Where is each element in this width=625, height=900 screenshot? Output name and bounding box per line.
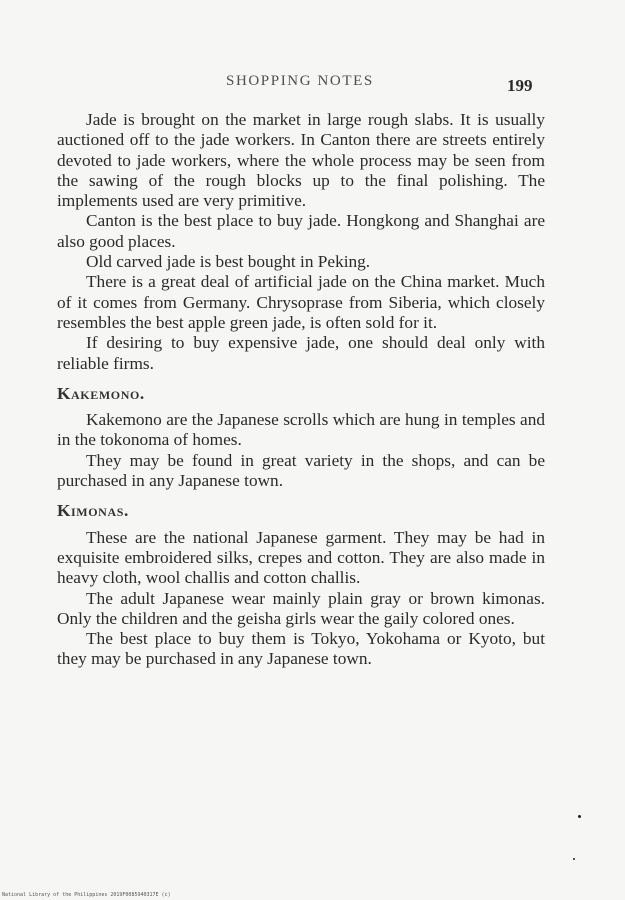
paragraph-jade-peking: Old carved jade is best bought in Peking. <box>86 252 371 272</box>
paragraph-kakemono-shops: They may be found in great variety in the shops, and can be purchased in any Japanese town. <box>57 450 545 491</box>
section-heading-kimonas: Kimonas. <box>57 501 129 521</box>
library-stamp: National Library of the Philippines 2019F0085940317E (c) <box>2 892 171 898</box>
section-heading-kakemono: Kakemono. <box>57 383 145 403</box>
paragraph-kimonas-colors: The adult Japanese wear mainly plain gray or brown kimonas. Only the children and the geisha girls wear the gaily colored ones. <box>57 588 545 628</box>
speck-mark <box>578 815 581 818</box>
paragraph-jade-auction: Jade is brought on the market in large rough slabs. It is usually auctioned off to the jade workers. In Canton there are streets entirely devoted to jade workers, where the whole process may be seen from the sawing of the rough blocks up to the final polishing. The implements used are very primitive. <box>57 110 545 211</box>
page-number: 199 <box>507 76 533 95</box>
paragraph-kakemono-scrolls: Kakemono are the Japanese scrolls which are hung in temples and in the tokonoma of homes. <box>57 410 545 450</box>
paragraph-jade-canton: Canton is the best place to buy jade. Hongkong and Shanghai are also good places. <box>57 211 545 251</box>
running-head: SHOPPING NOTES <box>226 73 374 89</box>
page-header <box>0 73 625 99</box>
paragraph-jade-reliable-firms: If desiring to buy expensive jade, one should deal only with reliable firms. <box>57 333 545 373</box>
paragraph-jade-artificial: There is a great deal of artificial jade on the China market. Much of it comes from Germany. Chrysoprase from Siberia, which closely resembles the best apple green jade, is often sold for it. <box>57 272 545 332</box>
paragraph-kimonas-garment: These are the national Japanese garment. They may be had in exquisite embroidered silks, crepes and cotton. They are also made in heavy cloth, wool challis and cotton challis. <box>57 527 545 588</box>
paragraph-kimonas-where-to-buy: The best place to buy them is Tokyo, Yokohama or Kyoto, but they may be purchased in any Japanese town. <box>57 629 545 669</box>
speck-mark <box>573 858 575 860</box>
page-body <box>57 110 545 670</box>
